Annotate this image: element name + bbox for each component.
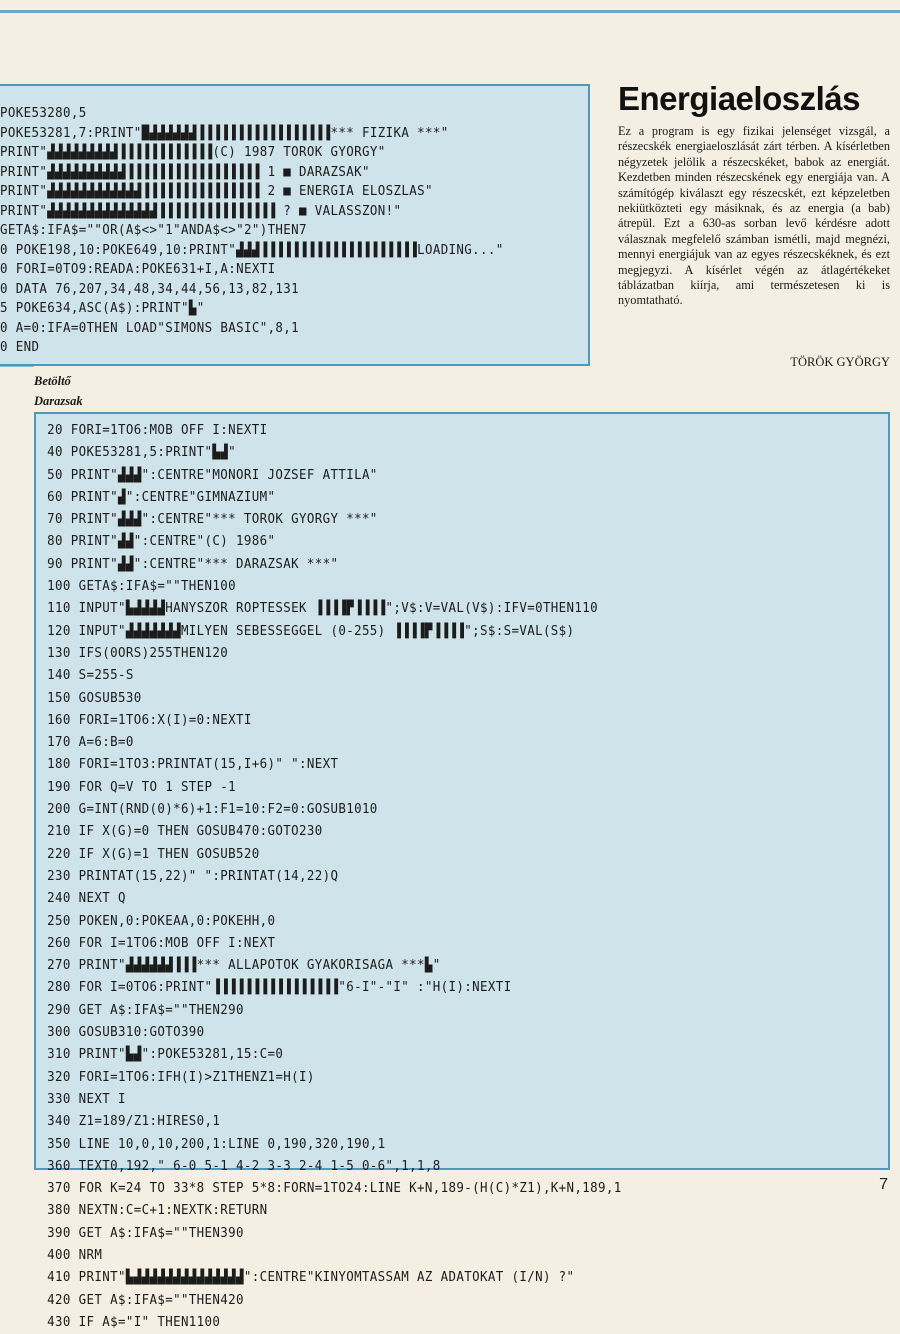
listing-loader [0, 84, 590, 366]
article-body: Ez a program is egy fizikai jelenséget vizsgál, a részecskék energiaeloszlását zárt térben. A kísérletben négyzetek jelölik a részecskéket, babok az energiát. Kezdetben minden részecskének egy energiája van. A számítógép kiválaszt egy részecskét, ezt képzeletben nekiütközteti egy másiknak, és az energia (a bab) átrepül. Ezt a 630-as sorban levő kérdésre adott válasznak megfelelő számban ismétli, majd megnézi, mennyi energiájuk van az egyes részecskéknek, és ezt megjegyzi. A kísérlet végén az átlagértékeket táblázatban kiírja, ami természetesen ki is nyomtatható. [618, 124, 890, 308]
code-line: 250 POKEN,0:POKEAA,0:POKEHH,0 [47, 913, 276, 929]
code-line: 290 GET A$:IFA$=""THEN290 [47, 1002, 244, 1018]
code-line: 110 INPUT"▙▟▟▟▟HANYSZOR ROPTESSEK ▐▐▐▐▛▐▐▐▐";V$:V=VAL(V$):IFV=0THEN110 [47, 601, 599, 617]
caption-program: Darazsak [34, 394, 83, 408]
code-line: 370 FOR K=24 TO 33*8 STEP 5*8:FORN=1TO24:LINE K+N,189-(H(C)*Z1),K+N,189,1 [47, 1181, 622, 1197]
code-line: 150 GOSUB530 [47, 690, 142, 706]
code-line: 50 PRINT"▟▟▟":CENTRE"MONORI JOZSEF ATTILA" [47, 467, 378, 483]
code-line: 40 POKE53281,5:PRINT"▙▟" [47, 445, 237, 461]
code-line: 100 GETA$:IFA$=""THEN100 [47, 579, 237, 595]
code-line: 5 POKE634,ASC(A$):PRINT"▙" [0, 301, 205, 316]
code-line: 350 LINE 10,0,10,200,1:LINE 0,190,320,190,1 [47, 1136, 386, 1152]
code-line: POKE53281,7:PRINT"█▟▟▟▟▟▟▐▐▐▐▐▐▐▐▐▐▐▐▐▐▐▐▐*** FIZIKA ***" [0, 125, 449, 141]
code-line: PRINT"▟▟▟▟▟▟▟▟▟▟▟▟▟▟▐▐▐▐▐▐▐▐▐▐▐▐▐▐▐ ? ■ VALASSZON!" [0, 203, 402, 219]
top-rule [0, 10, 900, 13]
code-line: 60 PRINT"▟":CENTRE"GIMNAZIUM" [47, 489, 276, 505]
code-line: 120 INPUT"▟▟▟▟▟▟▟MILYEN SEBESSEGGEL (0-255) ▐▐▐▐▛▐▐▐▐";S$:S=VAL(S$) [47, 623, 575, 639]
code-line: 360 TEXT0,192," 6-0 5-1 4-2 3-3 2-4 1-5 0-6",1,1,8 [47, 1158, 441, 1174]
code-line: 90 PRINT"▟▟":CENTRE"*** DARAZSAK ***" [47, 556, 339, 572]
code-line: 0 POKE198,10:POKE649,10:PRINT"▟▟▟▐▐▐▐▐▐▐▐▐▐▐▐▐▐▐▐▐▐▐▐LOADING..." [0, 242, 504, 258]
caption-loader: Betöltő [34, 374, 71, 388]
code-line: 0 FORI=0TO9:READA:POKE631+I,A:NEXTI [0, 262, 276, 277]
code-line: 400 NRM [47, 1247, 103, 1263]
code-line: 390 GET A$:IFA$=""THEN390 [47, 1225, 244, 1241]
code-line: 330 NEXT I [47, 1091, 126, 1107]
article-title: Energiaeloszlás [618, 80, 860, 117]
code-line: 130 IFS(0ORS)255THEN120 [47, 645, 229, 661]
code-line: GETA$:IFA$=""OR(A$<>"1"ANDA$<>"2")THEN7 [0, 223, 307, 238]
code-line: POKE53280,5 [0, 106, 87, 121]
code-line: 340 Z1=189/Z1:HIRES0,1 [47, 1114, 221, 1130]
code-line: 320 FORI=1TO6:IFH(I)>Z1THENZ1=H(I) [47, 1069, 315, 1085]
code-line: 220 IF X(G)=1 THEN GOSUB520 [47, 846, 260, 862]
code-line: 0 END [0, 340, 40, 355]
code-line: 20 FORI=1TO6:MOB OFF I:NEXTI [47, 423, 268, 438]
code-line: 260 FOR I=1TO6:MOB OFF I:NEXT [47, 935, 276, 951]
code-line: 240 NEXT Q [47, 891, 126, 907]
code-line: 190 FOR Q=V TO 1 STEP -1 [47, 779, 237, 795]
code-line: 140 S=255-S [47, 668, 134, 684]
code-line: 380 NEXTN:C=C+1:NEXTK:RETURN [47, 1203, 268, 1219]
code-line: 300 GOSUB310:GOTO390 [47, 1025, 205, 1041]
code-line: 0 A=0:IFA=0THEN LOAD"SIMONS BASIC",8,1 [0, 320, 300, 336]
code-line: PRINT"▟▟▟▟▟▟▟▟▟▟▟▟▐▐▐▐▐▐▐▐▐▐▐▐▐▐▐ 2 ■ ENERGIA ELOSZLAS" [0, 184, 433, 199]
code-line: 410 PRINT"▙▟▟▟▟▟▟▟▟▟▟▟▟▟▟":CENTRE"KINYOMTASSAM AZ ADATOKAT (I/N) ?" [47, 1270, 575, 1286]
code-line: 180 FORI=1TO3:PRINTAT(15,I+6)" ":NEXT [47, 757, 339, 773]
code-line: PRINT"▟▟▟▟▟▟▟▟▟▐▐▐▐▐▐▐▐▐▐▐▐(C) 1987 TOROK GYORGY" [0, 145, 386, 160]
code-line: 420 GET A$:IFA$=""THEN420 [47, 1292, 244, 1308]
code-line: 230 PRINTAT(15,22)" ":PRINTAT(14,22)Q [47, 868, 339, 884]
code-line: 0 DATA 76,207,34,48,34,44,56,13,82,131 [0, 281, 300, 297]
page-number: 7 [879, 1176, 888, 1193]
code-line: 160 FORI=1TO6:X(I)=0:NEXTI [47, 712, 252, 728]
listing-darazsak [34, 412, 890, 1330]
code-line: 270 PRINT"▟▟▟▟▟▟▐▐▐*** ALLAPOTOK GYAKORISAGA ***▙" [47, 958, 441, 974]
code-line: 280 FOR I=0TO6:PRINT"▐▐▐▐▐▐▐▐▐▐▐▐▐▐▐▐"6-I"-"I" :"H(I):NEXTI [47, 980, 512, 996]
code-line: 70 PRINT"▟▟▟":CENTRE"*** TOROK GYORGY ***" [47, 512, 378, 528]
article-author: TÖRÖK GYÖRGY [790, 355, 890, 369]
code-line: PRINT"▟▟▟▟▟▟▟▟▟▟▐▐▐▐▐▐▐▐▐▐▐▐▐▐▐▐▐ 1 ■ DARAZSAK" [0, 164, 370, 180]
code-line: 80 PRINT"▟▟":CENTRE"(C) 1986" [47, 534, 276, 550]
code-line: 170 A=6:B=0 [47, 735, 134, 751]
code-line: 310 PRINT"▙▟":POKE53281,15:C=0 [47, 1047, 284, 1063]
code-line: 210 IF X(G)=0 THEN GOSUB470:GOTO230 [47, 824, 323, 840]
divider [0, 366, 34, 367]
code-line: 430 IF A$="I" THEN1100 [47, 1314, 221, 1330]
code-line: 200 G=INT(RND(0)*6)+1:F1=10:F2=0:GOSUB1010 [47, 802, 378, 818]
